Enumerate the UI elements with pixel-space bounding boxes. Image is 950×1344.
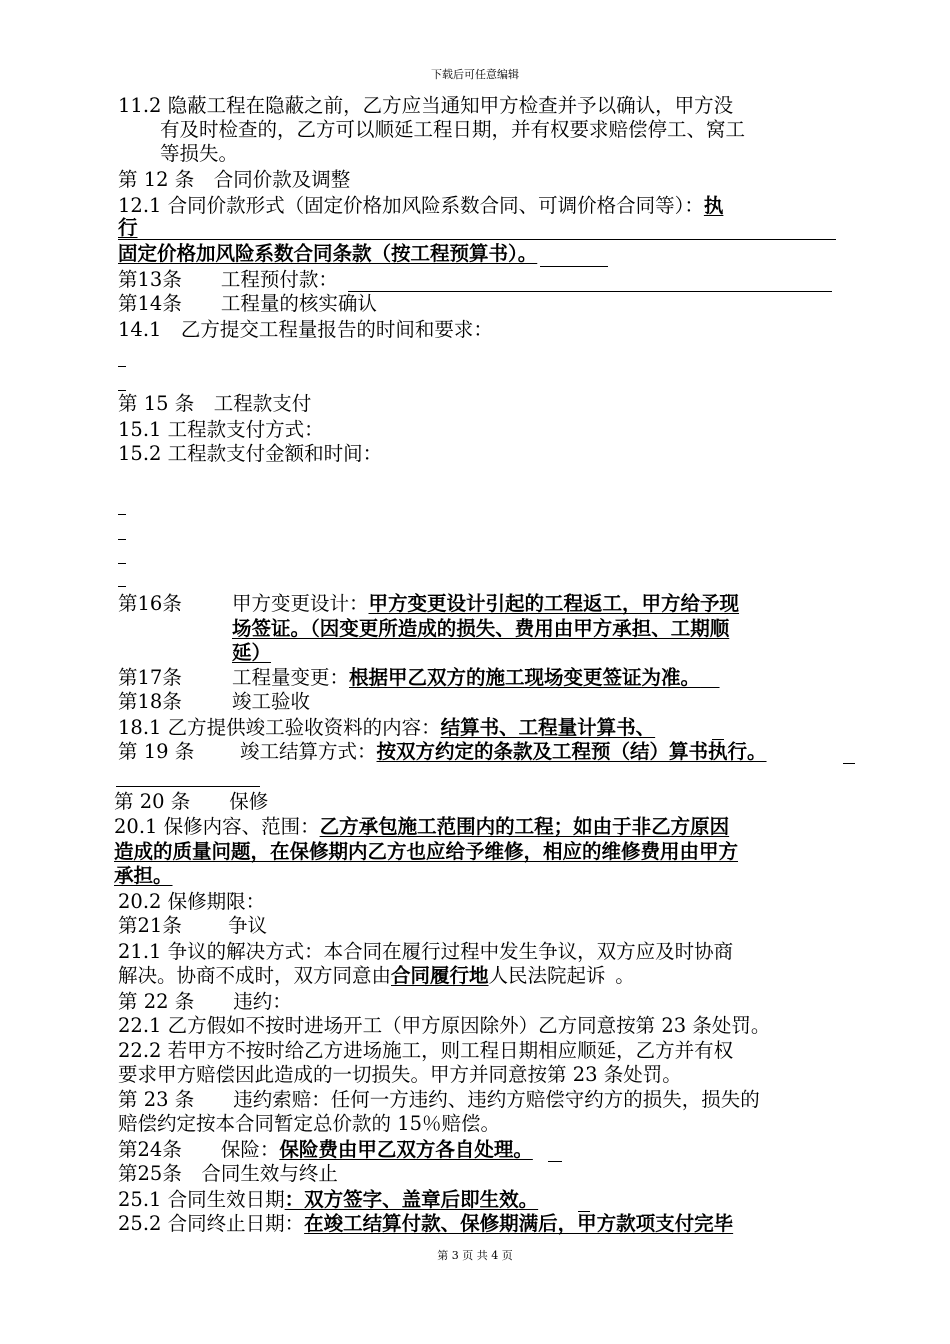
article-18-title: 竣工验收: [232, 690, 311, 713]
blank-dash: [118, 514, 126, 515]
clause-11-2-line-3: 等损失。: [160, 142, 239, 165]
article-24-line: [118, 1138, 533, 1162]
underline-rule: [118, 239, 836, 240]
article-19-line: [118, 740, 767, 764]
blank-fill-line: [348, 291, 832, 292]
clause-12-1-line-2: [118, 216, 138, 240]
article-24-value: 保险费由甲乙双方各自处理。: [279, 1138, 533, 1161]
article-22-heading: 第 22 条 违约：: [118, 990, 292, 1013]
article-17-trailing-space: [700, 666, 720, 689]
clause-20-1-line-2: [114, 840, 738, 864]
article-23-line-2: 赔偿约定按本合同暂定总价款的 15％赔偿。: [118, 1112, 501, 1135]
blank-dash: [118, 586, 126, 587]
page-header: 下载后可任意编辑: [431, 68, 519, 81]
clause-20-1-value-end: 承担。: [114, 864, 173, 887]
clause-15-2: 15.2 工程款支付金额和时间：: [118, 442, 383, 465]
clause-12-1-value-cont: 行: [118, 216, 138, 239]
article-19-number: 第 19 条: [118, 740, 195, 763]
blank-dash: [118, 390, 126, 391]
article-21-number: 第21条: [118, 914, 182, 937]
clause-20-1-label: 20.1 保修内容、范围：: [114, 815, 320, 838]
clause-25-2: [118, 1212, 733, 1236]
article-20-heading: 第 20 条 保修: [114, 790, 269, 813]
article-16-line-1: [118, 592, 739, 616]
clause-14-1: 14.1 乙方提交工程量报告的时间和要求：: [118, 318, 493, 341]
clause-12-1-line-1: [118, 194, 723, 218]
clause-21-1-line-2: [118, 964, 635, 988]
underline-rule: [843, 763, 855, 764]
underline-rule: [548, 1161, 562, 1162]
article-16-label: 甲方变更设计：: [232, 592, 369, 615]
article-18-number: 第18条: [118, 690, 182, 713]
blank-dash: [118, 563, 126, 564]
clause-11-2-line-2: 有及时检查的，乙方可以顺延工程日期，并有权要求赔偿停工、窝工: [160, 118, 746, 141]
clause-12-1-line-3: [118, 242, 537, 266]
clause-12-1-value-start: 执: [703, 194, 724, 217]
page-footer: 第 3 页 共 4 页: [437, 1249, 513, 1262]
clause-15-1: 15.1 工程款支付方式：: [118, 418, 324, 441]
article-16-number: 第16条: [118, 592, 182, 615]
clause-18-1-label: 18.1 乙方提供竣工验收资料的内容：: [118, 716, 441, 739]
article-18-heading: [118, 690, 310, 714]
article-17-value: 根据甲乙双方的施工现场变更签证为准。: [349, 666, 701, 689]
article-16-line-2: [232, 617, 729, 641]
clause-22-2-line-1: 22.2 若甲方不按时给乙方进场施工，则工程日期相应顺延，乙方并有权: [118, 1039, 734, 1062]
article-13-heading: 第13条 工程预付款：: [118, 268, 338, 291]
article-23-line-1: 第 23 条 违约索赔：任何一方违约、违约方赔偿守约方的损失，损失的: [118, 1088, 760, 1111]
article-17-line: [118, 666, 720, 690]
article-16-value: 甲方变更设计引起的工程返工，甲方给予现: [368, 592, 740, 615]
article-15-heading: 第 15 条 工程款支付: [118, 392, 312, 415]
clause-22-2-line-2: 要求甲方赔偿因此造成的一切损失。甲方并同意按第 23 条处罚。: [118, 1063, 682, 1086]
clause-20-1-line-3: [114, 864, 173, 888]
clause-18-1: [118, 716, 655, 740]
clause-21-1-line-1: 21.1 争议的解决方式：本合同在履行过程中发生争议，双方应及时协商: [118, 940, 734, 963]
clause-18-1-value: 结算书、工程量计算书、: [440, 716, 656, 739]
clause-21-1-text: 解决。协商不成时，双方同意由: [118, 964, 392, 987]
article-12-heading: 第 12 条 合同价款及调整: [118, 168, 351, 191]
article-14-heading: 第14条 工程量的核实确认: [118, 292, 377, 315]
blank-fill-line: [116, 786, 260, 787]
underline-rule: [540, 266, 608, 267]
article-16-value-cont: 场签证。（因变更所造成的损失、费用由甲方承担、工期顺: [232, 617, 730, 640]
clause-25-1-label: 25.1 合同生效日期: [118, 1188, 285, 1211]
article-21-heading: [118, 914, 267, 938]
article-16-line-3: [232, 641, 271, 665]
clause-22-1: 22.1 乙方假如不按时进场开工（甲方原因除外）乙方同意按第 23 条处罚。: [118, 1014, 771, 1037]
clause-25-1: [118, 1188, 538, 1212]
clause-20-1-line-1: [114, 815, 729, 839]
blank-dash: [118, 366, 126, 367]
clause-20-1-value: 乙方承包施工范围内的工程；如由于非乙方原因: [319, 815, 730, 838]
blank-dash: [118, 539, 126, 540]
clause-21-1-end: 。: [615, 964, 635, 987]
article-25-heading: 第25条 合同生效与终止: [118, 1162, 338, 1185]
article-24-label: 第24条 保险：: [118, 1138, 280, 1161]
article-21-title: 争议: [228, 914, 268, 937]
clause-12-1-value-end: 固定价格加风险系数合同条款（按工程预算书）。: [118, 242, 538, 265]
clause-20-2: 20.2 保修期限：: [118, 890, 266, 913]
clause-20-1-value-cont: 造成的质量问题，在保修期内乙方也应给予维修，相应的维修费用由甲方: [114, 840, 739, 863]
clause-25-2-value: 在竣工结算付款、保修期满后，甲方款项支付完毕: [304, 1212, 734, 1235]
court-location-value: 合同履行地: [391, 964, 489, 987]
article-19-value: 按双方约定的条款及工程预（结）算书执行。: [376, 740, 767, 763]
article-17-label: 工程量变更：: [232, 666, 350, 689]
article-19-label: 竣工结算方式：: [240, 740, 377, 763]
clause-21-1-text-cont: 人民法院起诉: [488, 964, 606, 987]
clause-11-2-line-1: 11.2 隐蔽工程在隐蔽之前，乙方应当通知甲方检查并予以确认，甲方没: [118, 94, 734, 117]
clause-25-2-label: 25.2 合同终止日期：: [118, 1212, 305, 1235]
article-17-number: 第17条: [118, 666, 182, 689]
clause-12-1-label: 12.1 合同价款形式（固定价格加风险系数合同、可调价格合同等）：: [118, 194, 704, 217]
clause-25-1-value: ：双方签字、盖章后即生效。: [284, 1188, 539, 1211]
article-16-value-end: 延）: [232, 641, 272, 664]
